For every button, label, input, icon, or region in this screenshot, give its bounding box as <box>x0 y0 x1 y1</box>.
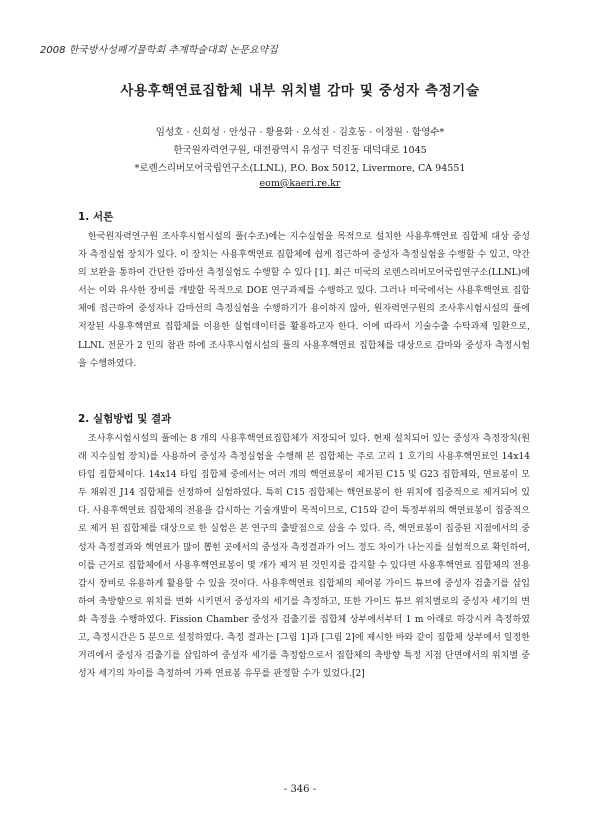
contact-email[interactable]: eom@kaeri.re.kr <box>259 178 341 189</box>
section-heading-methods-results: 2. 실험방법 및 결과 <box>78 413 172 425</box>
affiliation-kaeri: 한국원자력연구원, 대전광역시 유성구 덕진동 대덕대로 1045 <box>173 145 427 156</box>
methods-results-paragraph: 조사후시험시설의 풀에는 8 개의 사용후핵연료집합체가 저장되어 있다. 현재 설치되어 있는 중성자 측정장치(원래 지수실험 장치)를 사용하여 중성자 측정실험을 수행해 본 집합체는 주로 고리 1 호기의 사용후핵연료인 14x14 타입 집합체이다. 14x14 타입 집합체 중에서는 여러 개의 핵연료봉이 제거된 C15 및 G23 집합체와, 연료봉이 모두 채워진 J14 집합체를 선정하여 실험하였다. 특히 C15 집합체는 핵연료봉이 한 위치에 집중적으로 제거되어 있다. 사용후핵연료 집합체의 전용을 감시하는 기술개발이 목적이므로, C15와 같이 특정부위의 핵연료봉이 집중적으로 제거 된 집합체를 대상으로 한 실험은 본 연구의 출발점으로 삼을 수 있다. 즉, 핵연료봉이 집중된 지점에서의 중성자 측정결과와 핵연료가 많이 뽑힌 곳에서의 중성자 측정결과가 어느 정도 차이가 나는지를 실험적으로 확인하여, 이를 근거로 집합체에서 사용후핵연료봉이 몇 개가 제거 된 것인지를 감지할 수 있다면 사용후핵연료 집합체의 전용감시 장비로 유용하게 활용할 수 있을 것이다. 사용후핵연료 집합체의 제어봉 가이드 튜브에 중성자 검출기를 삽입하여 축방향으로 위치를 변화 시키면서 중성자의 세기를 측정하고, 또한 가이드 튜브 위치별로의 중성자 세기의 변화 측정을 수행하였다. Fission Chamber 중성자 검출기를 집합체 상부에서부터 1 m 아래로 하강시켜 측정하였고, 측정시간은 5 분으로 설정하였다. 측정 결과는 [그림 1]과 [그림 2]에 제시한 바와 같이 집합체 상부에서 일정한 거리에서 중성자 검출기를 삽입하여 중성자 세기를 측정함으로서 집합체의 축방향 특정 지점 단면에서의 위치별 중성자 세기의 차이를 측정하여 가짜 연료봉 유무를 판정할 수가 있었다.[2] <box>78 434 530 680</box>
section-heading-introduction: 1. 서론 <box>78 211 114 223</box>
paper-title: 사용후핵연료집합체 내부 위치별 감마 및 중성자 측정기술 <box>120 83 480 99</box>
affiliation-llnl: *로렌스리버모어국립연구소(LLNL), P.O. Box 5012, Livermore, CA 94551 <box>134 163 466 174</box>
introduction-paragraph: 한국원자력연구원 조사후시험시설의 풀(수조)에는 지수실험을 목적으로 설치한 사용후핵연료 집합체 대상 중성자 측정실험 장치가 있다. 이 장치는 사용후핵연료 집합체에 쉽게 접근하여 중성자 측정실험을 수행할 수 있고, 약간의 보완을 통하여 간단한 감마선 측정실험도 수행할 수 있다 [1]. 최근 미국의 로렌스리버모어국립연구소(LLNL)에서는 이와 유사한 장비를 개발할 목적으로 DOE 연구과제를 수행하고 있다. 그러나 미국에서는 사용후핵연료 집합체에 접근하여 중성자나 감마선의 측정실험을 수행하기가 용이하지 않아, 원자력연구원의 조사후시험시설의 풀에 저장된 사용후핵연료 집합체를 이용한 실험데이터를 활용하고자 한다. 이에 따라서 기술수출 수탁과제 일환으로, LLNL 전문가 2 인의 참관 하에 조사후시험시설의 풀의 사용후핵연료 집합체를 대상으로 감마와 중성자 측정시험을 수행하였다. <box>78 232 530 369</box>
page-number: - 346 - <box>283 784 317 795</box>
proceedings-header: 2008 한국방사성폐기물학회 추계학술대회 논문요약집 <box>40 45 278 56</box>
author-list: 임성호 · 신희성 · 안성규 · 황용화 · 오석진 · 김호동 · 이정원 · 함영수* <box>155 127 445 138</box>
